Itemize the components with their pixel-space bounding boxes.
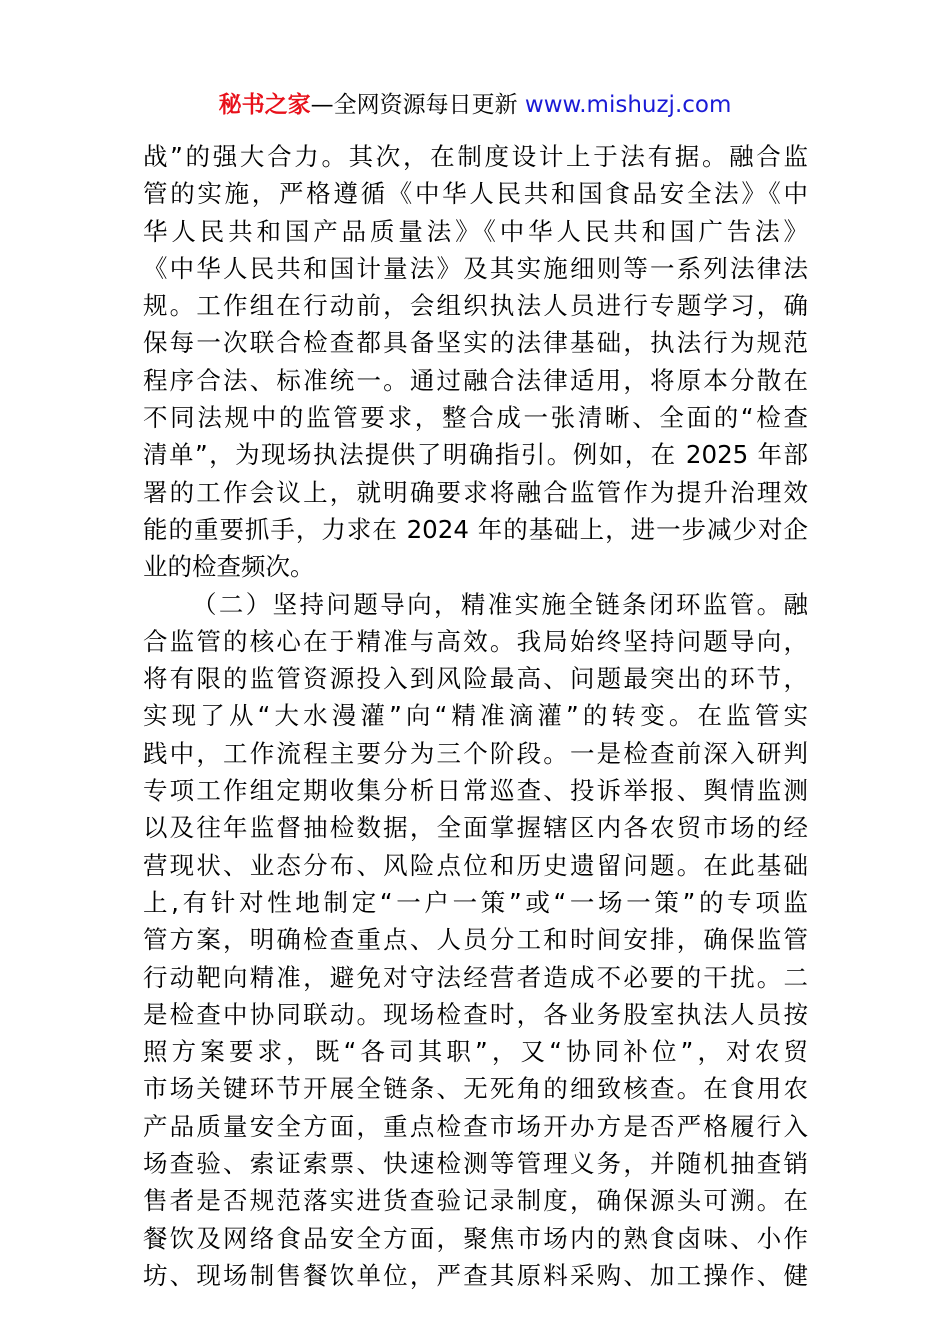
text-line: 署的工作会议上，就明确要求将融合监管作为提升治理效 [143,477,808,507]
paragraph-end-line: 业的检查频次。 [143,552,315,582]
text-line: 照方案要求，既“各司其职”，又“协同补位”，对农贸 [143,1037,808,1067]
text-line: 实现了从“大水漫灌”向“精准滴灌”的转变。在监管实 [143,701,808,731]
text-line: 程序合法、标准统一。通过融合法律适用，将原本分散在 [143,365,808,395]
text-line: 是检查中协同联动。现场检查时，各业务股室执法人员按 [143,999,808,1029]
text-line: 以及往年监督抽检数据，全面掌握辖区内各农贸市场的经 [143,813,808,843]
text-line: 市场关键环节开展全链条、无死角的细致核查。在食用农 [143,1074,808,1104]
text-line: 售者是否规范落实进货查验记录制度，确保源头可溯。在 [143,1186,808,1216]
text-line: 上,有针对性地制定“一户一策”或“一场一策”的专项监 [143,887,808,917]
document-body [143,138,808,1294]
text-line: 践中，工作流程主要分为三个阶段。一是检查前深入研判 [143,738,808,768]
text-line: 规。工作组在行动前，会组织执法人员进行专题学习，确 [143,291,808,321]
text-line: 合监管的核心在于精准与高效。我局始终坚持问题导向， [143,626,808,656]
text-line: 专项工作组定期收集分析日常巡查、投诉举报、舆情监测 [143,776,808,806]
text-line: 餐饮及网络食品安全方面，聚焦市场内的熟食卤味、小作 [143,1223,808,1253]
text-line: 坊、现场制售餐饮单位，严查其原料采购、加工操作、健 [143,1260,808,1290]
text-line: 产品质量安全方面，重点检查市场开办方是否严格履行入 [143,1111,808,1141]
text-line: 将有限的监管资源投入到风险最高、问题最突出的环节， [143,664,808,694]
text-line: 行动靶向精准，避免对守法经营者造成不必要的干扰。二 [143,962,808,992]
header-tagline: —全网资源每日更新 [310,92,525,118]
text-line: 战”的强大合力。其次，在制度设计上于法有据。融合监 [143,142,808,171]
brand-name: 秘书之家 [218,92,311,118]
section-heading-line: （二）坚持问题导向，精准实施全链条闭环监管。融 [192,589,808,619]
text-line: 华人民共和国产品质量法》《中华人民共和国广告法》 [143,216,808,246]
page-header [0,88,950,122]
text-line: 《中华人民共和国计量法》及其实施细则等一系列法律法 [143,253,808,283]
text-line: 场查验、索证索票、快速检测等管理义务，并随机抽查销 [143,1149,808,1179]
text-line: 能的重要抓手，力求在 2024 年的基础上，进一步减少对企 [143,514,808,544]
website-link[interactable]: www.mishuzj.com [524,92,732,118]
text-line: 管方案，明确检查重点、人员分工和时间安排，确保监管 [143,925,808,955]
text-line: 营现状、业态分布、风险点位和历史遗留问题。在此基础 [143,850,808,880]
text-line: 清单”，为现场执法提供了明确指引。例如，在 2025 年部 [143,440,808,470]
text-line: 不同法规中的监管要求，整合成一张清晰、全面的“检查 [143,403,808,433]
text-line: 保每一次联合检查都具备坚实的法律基础，执法行为规范 [143,328,808,358]
text-line: 管的实施，严格遵循《中华人民共和国食品安全法》《中 [143,179,808,209]
